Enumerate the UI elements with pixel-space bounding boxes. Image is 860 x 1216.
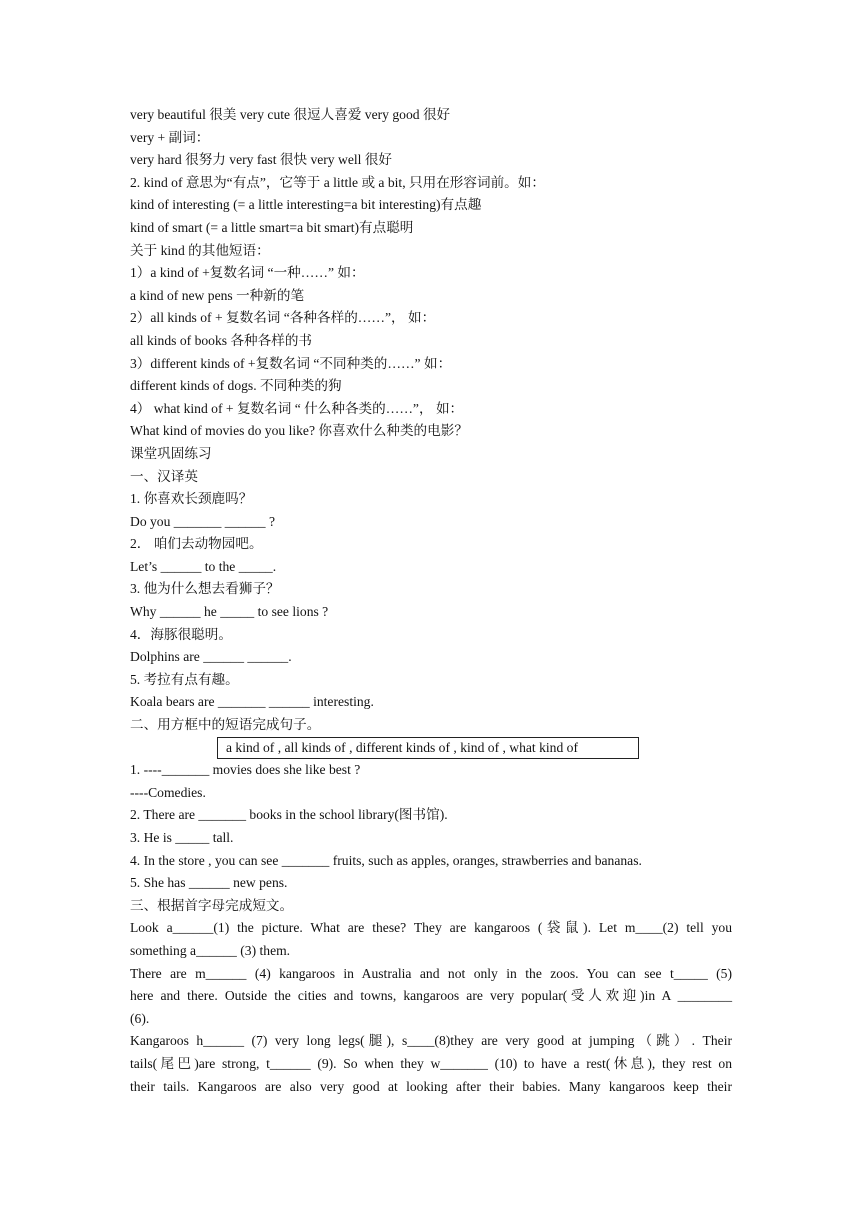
question-text: 1. 你喜欢长颈鹿吗？ — [130, 491, 253, 507]
exercise-line: 5. She has ______ new pens. — [130, 875, 288, 891]
text-line: kind of smart (= a little smart=a bit smart)有点聪明 — [130, 219, 414, 235]
question-text: 4．海豚很聪明。 — [130, 626, 232, 642]
exercise-line: 3. He is _____ tall. — [130, 830, 234, 845]
text-line: 3）different kinds of +复数名词 “不同种类的……” 如： — [130, 355, 452, 371]
passage-line: Look a______(1) the picture. What are these? They are kangaroos (袋鼠). Let m____(2) tell you — [130, 920, 732, 936]
passage-line: tails(尾巴)are strong, t______ (9). So when they w_______ (10) to have a rest(休息), they rest on — [130, 1055, 732, 1071]
text-line: What kind of movies do you like? 你喜欢什么种类的电影？ — [130, 423, 468, 439]
answer-blank-line: Let’s ______ to the _____. — [130, 558, 277, 574]
answer-blank-line: Why ______ he _____ to see lions ? — [130, 604, 329, 620]
question-text: 3. 他为什么想去看狮子？ — [130, 581, 280, 597]
text-line: very + 副词： — [130, 129, 210, 145]
question-text: 2． 咱们去动物园吧。 — [130, 536, 263, 552]
text-line: 4） what kind of + 复数名词 “ 什么种各类的……”， 如： — [130, 400, 464, 416]
passage-line: There are m______ (4) kangaroos in Australia and not only in the zoos. You can see t_____ (5) — [130, 965, 732, 981]
section-heading: 一、汉译英 — [130, 468, 198, 484]
section-heading: 课堂巩固练习 — [130, 445, 212, 461]
phrase-box: a kind of , all kinds of , different kinds of , kind of , what kind of — [217, 737, 639, 759]
passage-line: their tails. Kangaroos are also very good at looking after their babies. Many kangaroos keep their — [130, 1078, 732, 1094]
answer-blank-line: Dolphins are ______ ______. — [130, 649, 292, 665]
text-line: 1）a kind of +复数名词 “一种……” 如： — [130, 265, 365, 281]
text-line: all kinds of books 各种各样的书 — [130, 332, 313, 348]
text-line: very beautiful 很美 very cute 很逗人喜爱 very good 很好 — [130, 107, 451, 122]
text-line: 关于 kind 的其他短语： — [130, 242, 270, 258]
passage-line: Kangaroos h______ (7) very long legs(腿), s____(8)they are very good at jumping（跳）. Their — [130, 1033, 732, 1049]
document-body — [130, 104, 732, 1098]
text-line: a kind of new pens 一种新的笔 — [130, 287, 305, 303]
exercise-line: 1. ----_______ movies does she like best ? — [130, 762, 361, 778]
phrase-box-row — [130, 737, 732, 760]
question-text: 5. 考拉有点有趣。 — [130, 671, 239, 687]
text-line: different kinds of dogs. 不同种类的狗 — [130, 378, 342, 394]
answer-blank-line: Do you _______ ______ ? — [130, 513, 275, 529]
exercise-line: 4. In the store , you can see _______ fruits, such as apples, oranges, strawberries and bananas. — [130, 852, 642, 868]
exercise-line: 2. There are _______ books in the school library(图书馆). — [130, 807, 448, 823]
text-line: very hard 很努力 very fast 很快 very well 很好 — [130, 152, 392, 168]
section-heading: 三、根据首字母完成短文。 — [130, 897, 294, 913]
exercise-line: ----Comedies. — [130, 784, 206, 800]
section-heading: 二、用方框中的短语完成句子。 — [130, 717, 321, 733]
answer-blank-line: Koala bears are _______ ______ interesting. — [130, 694, 374, 710]
text-line: kind of interesting (= a little interesting=a bit interesting)有点趣 — [130, 197, 482, 213]
text-line: 2）all kinds of + 复数名词 “各种各样的……”， 如： — [130, 310, 436, 326]
passage-line: something a______ (3) them. — [130, 942, 291, 958]
text-line: 2. kind of 意思为“有点”，它等于 a little 或 a bit, 只用在形容词前。如： — [130, 174, 545, 190]
passage-line: (6). — [130, 1010, 150, 1026]
passage-line: here and there. Outside the cities and towns, kangaroos are very popular(受人欢迎)in A ________ — [130, 988, 732, 1004]
